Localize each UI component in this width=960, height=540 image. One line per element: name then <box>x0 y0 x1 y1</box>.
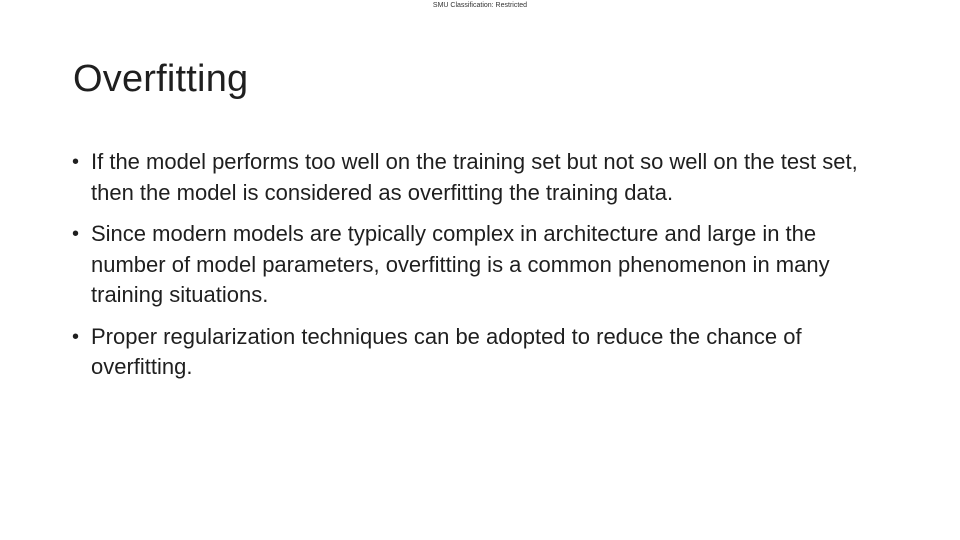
bullet-text: Since modern models are typically complex in architecture and large in the number of model parameters, overfitting is a common phenomenon in many training situations. <box>91 221 830 307</box>
bullet-text: Proper regularization techniques can be adopted to reduce the chance of overfitting. <box>91 323 802 379</box>
slide-title: Overfitting <box>73 58 249 100</box>
bullet-marker: • <box>72 223 80 245</box>
bullet-marker: • <box>72 151 80 173</box>
bullet-marker: • <box>72 325 80 348</box>
classification-label: SMU Classification: Restricted <box>432 2 528 9</box>
bullet-list <box>72 147 892 394</box>
bullet-item <box>72 147 892 208</box>
bullet-text: If the model performs too well on the training set but not so well on the test set, then the model is considered as overfitting the training data. <box>91 149 858 205</box>
bullet-item <box>72 322 892 383</box>
bullet-item <box>72 219 892 311</box>
